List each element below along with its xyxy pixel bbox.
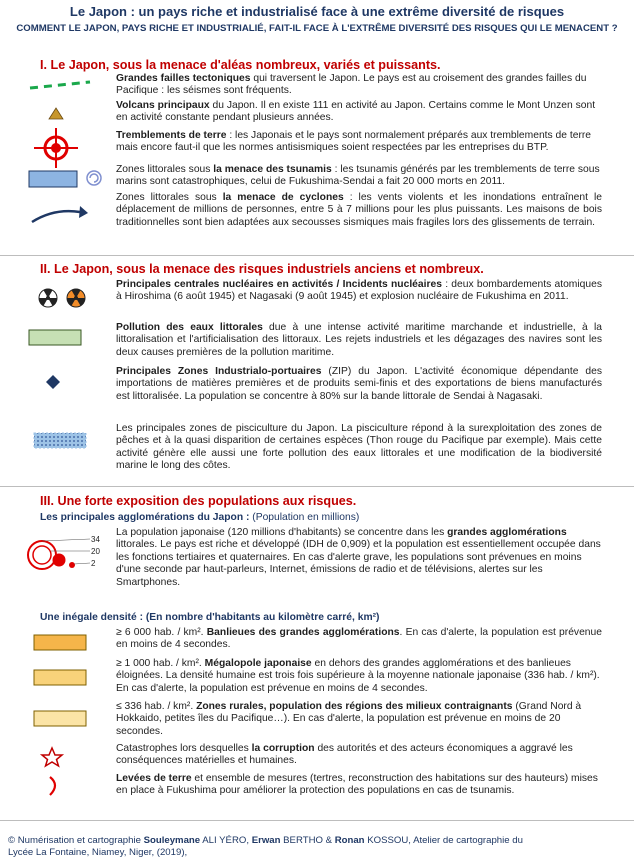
legend-text-levees: Levées de terre et ensemble de mesures (tertres, reconstruction des habitations sur des hauteurs) mises en place à Fukushima pour améliorer la protection des populations en cas de tsunamis.	[116, 773, 598, 797]
pollution-zone-icon	[28, 328, 98, 348]
legend-text-earthquakes: Tremblements de terre : les Japonais et le pays sont normalement préparés aux tremblements de terre mais encore faut-il que les normes antisismiques soient respectées par les entreprises du BTP.	[116, 130, 592, 154]
section-3-heading: III. Une forte exposition des populations aux risques.	[40, 494, 357, 508]
legend-text-fish-farming: Les principales zones de pisciculture du Japon. La pisciculture répond à la surexploitation des zones de pêches et à la quasi disparition de certaines espèces (Thon rouge du Pacifique par exemple). Mais cette activité génère elle aussi une forte pollution des eaux littorales et une modification de la biodiversité marine le long des côtes.	[116, 423, 602, 472]
agglo-scale-20: 20	[91, 547, 100, 556]
legend-text-corruption: Catastrophes lors desquelles la corruption des autorités et des acteurs économiques a aggravé les conséquences matérielles et humaines.	[116, 743, 573, 767]
legend-text-agglomerations: La population japonaise (120 millions d'habitants) se concentre dans les grandes agglomérations littorales. Le pays est riche et développé (IDH de 0,909) et la population est essentiellement occupée dans les fonctions tertiaires et quaternaires. En cas d'alerte grave, les populations sont prévenues en moins d'une seconde par haut-parleurs, Internet, émissions de radio et de télévisions, alertes sur les Smartphones.	[116, 527, 601, 588]
dashed-green-line-icon	[28, 79, 98, 93]
header	[0, 4, 634, 36]
earthquake-target-icon	[28, 128, 98, 168]
levee-arc-icon	[28, 774, 98, 798]
agglo-heading: Les principales agglomérations du Japon : (Population en millions)	[40, 512, 360, 523]
legend-text-volcanoes: Volcans principaux du Japon. Il en existe 111 en activité au Japon. Certains comme le Mont Unzen sont en activité constante pendant plusieurs années.	[116, 100, 596, 124]
legend-text-density-medium: ≥ 1 000 hab. / km². Mégalopole japonaise en dehors des grandes agglomérations et des banlieues éloignées. La densité humaine est trois fois supérieure à la moyenne nationale japonaise (336 hab. / km²). En cas d'alerte, la population est prévenue en moins de 4 secondes.	[116, 658, 600, 694]
agglo-scale-34: 34	[91, 535, 100, 544]
star-corruption-icon	[28, 746, 98, 768]
credits: © Numérisation et cartographie Souleymane ALI YÉRO, Erwan BERTHO & Ronan KOSSOU, Atelier de cartographie du Lycée La Fontaine, Niamey, Niger, (2019),	[8, 835, 523, 858]
divider	[0, 820, 634, 821]
agglo-scale-2: 2	[91, 559, 96, 568]
fish-farming-zone-icon	[28, 431, 98, 451]
nuclear-icon	[28, 287, 98, 309]
tsunami-zone-icon	[28, 168, 98, 192]
density-swatch-low-icon	[28, 709, 98, 729]
legend-text-tsunamis: Zones littorales sous la menace des tsunamis : les tsunamis générés par les tremblements de terre sous marins sont catastrophiques, celui de Fukushima-Sendai a fait 20 000 morts en 2011.	[116, 164, 600, 188]
page-subtitle: COMMENT LE JAPON, PAYS RICHE ET INDUSTRIALIÉ, FAIT-IL FACE À L'EXTRÊME DIVERSITÉ DES RISQUES QUI LE MENACENT ?	[16, 23, 618, 34]
density-heading: Une inégale densité : (En nombre d'habitants au kilomètre carré, km²)	[40, 612, 380, 623]
legend-text-density-high: ≥ 6 000 hab. / km². Banlieues des grandes agglomérations. En cas d'alerte, la population est prévenue en moins de 4 secondes.	[116, 627, 602, 651]
legend-text-nuclear: Principales centrales nucléaires en activités / Incidents nucléaires : deux bombardements atomiques à Hiroshima (6 août 1945) et Nagasaki (9 août 1945) et explosion nucléaire de Fukushima en 2011.	[116, 279, 602, 303]
density-swatch-medium-icon	[28, 668, 98, 688]
page-title: Le Japon : un pays riche et industrialisé face à une extrême diversité de risques	[69, 4, 565, 19]
cyclone-arrow-icon	[28, 204, 98, 226]
legend-text-pollution: Pollution des eaux littorales due à une intense activité maritime marchande et industrielle, à la littoralisation et l'artificialisation des littoraux. Les rejets industriels et les dégazages des navires sont les deux causes premières de la pollution maritime.	[116, 322, 602, 358]
density-swatch-high-icon	[28, 633, 98, 653]
legend-text-cyclones: Zones littorales sous la menace de cyclones : les vents violents et les inondations entraînent le déplacement de millions de personnes, entre 5 à 7 millions pour les plus puissants. Les maisons de bois traditionnelles sont bien adaptées aux secousses sismiques mais fragiles lors des glissements de terrain.	[116, 192, 602, 228]
section-1-heading: I. Le Japon, sous la menace d'aléas nombreux, variés et puissants.	[40, 58, 441, 72]
agglomeration-circles-icon	[24, 531, 114, 573]
legend-text-zip: Principales Zones Industrialo-portuaires (ZIP) du Japon. L'activité économique dépendante des importations de matières premières et de produits semi-finis et des exportations de biens manufacturés est littoralisée. La population se concentre à 80% sur la bande littorale de Sendai à Nagasaki.	[116, 366, 602, 402]
divider	[0, 255, 634, 256]
legend-text-density-low: ≤ 336 hab. / km². Zones rurales, population des régions des milieux contraignants (Grand Nord à Hokkaido, petites îles du Pacifique…). En cas d'alerte, la population est prévenue en moins de 20 secondes.	[116, 701, 582, 737]
volcano-triangle-icon	[28, 106, 98, 120]
section-2-heading: II. Le Japon, sous la menace des risques industriels anciens et nombreux.	[40, 262, 484, 276]
legend-text-faults: Grandes failles tectoniques qui traversent le Japon. Le pays est au croisement des grandes failles du Pacifique : les séismes sont fréquents.	[116, 73, 587, 97]
zip-diamond-icon	[28, 372, 98, 392]
divider	[0, 486, 634, 487]
